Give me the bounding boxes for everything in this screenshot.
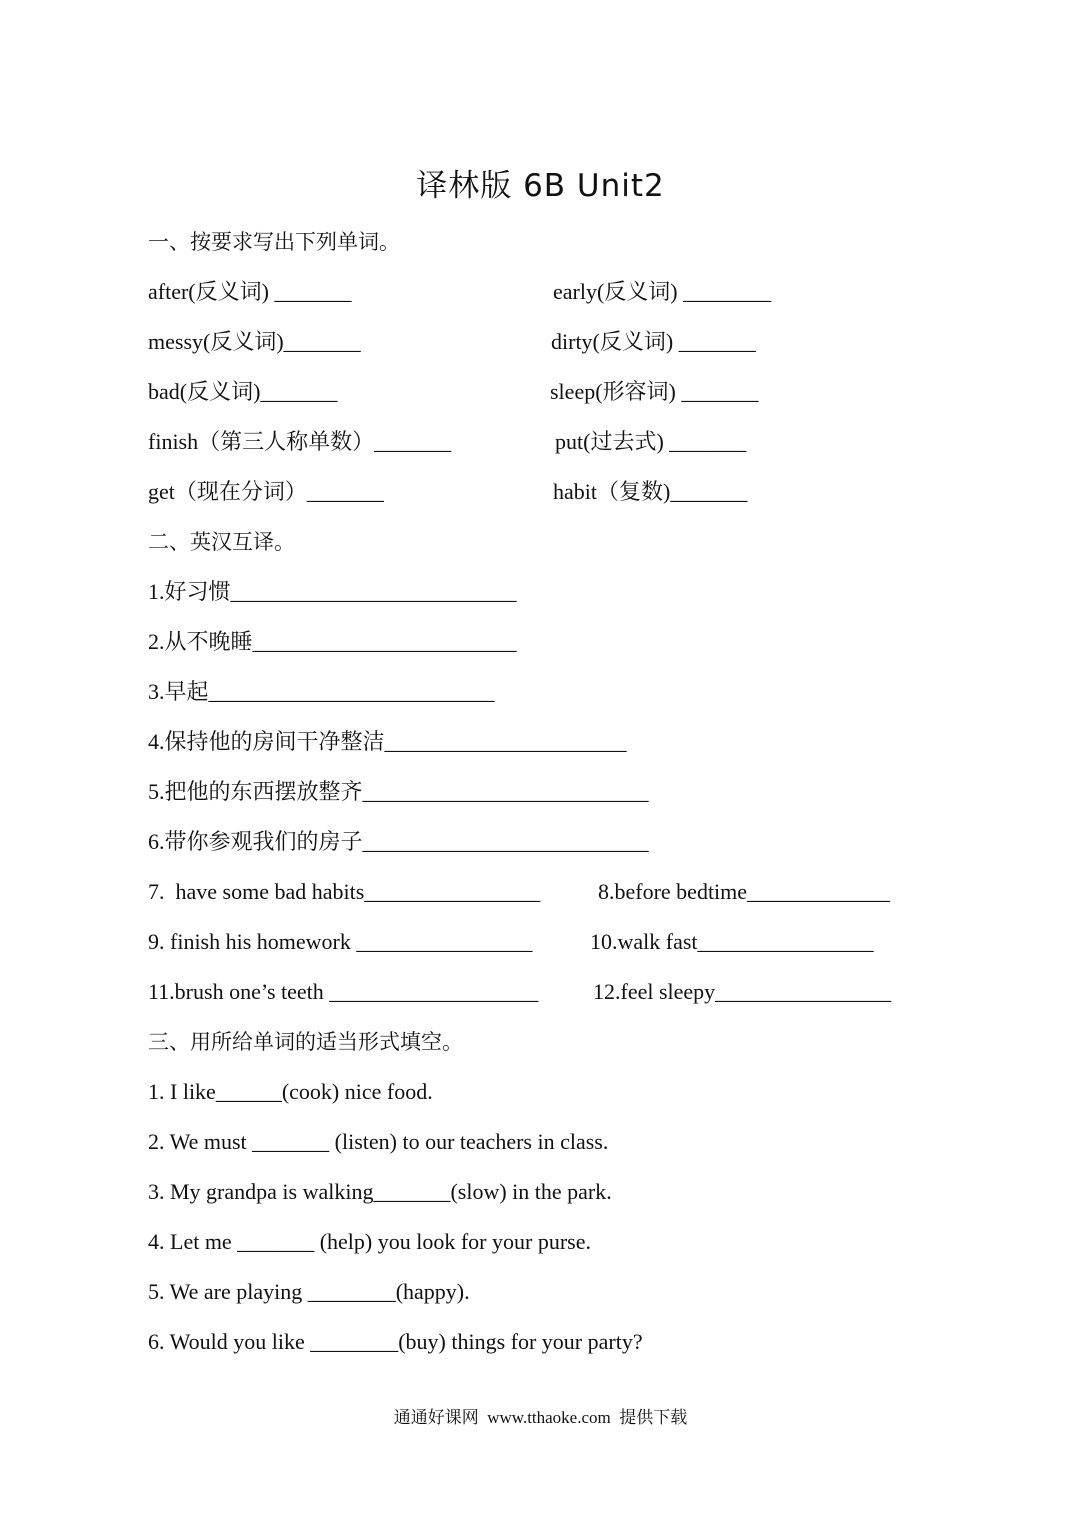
- translation-item: 11.brush one’s teeth ___________________: [148, 979, 539, 1004]
- translation-item: 9. finish his homework ________________: [148, 929, 533, 954]
- fill-blank-item: 3. My grandpa is walking_______(slow) in the park.: [148, 1179, 612, 1204]
- page-title: 译林版 6B Unit2: [416, 168, 665, 204]
- section2-heading: 二、英汉互译。: [148, 530, 295, 554]
- word-item: sleep(形容词) _______: [550, 379, 759, 404]
- word-item: after(反义词) _______: [148, 279, 352, 304]
- fill-blank-item: 5. We are playing ________(happy).: [148, 1279, 470, 1304]
- translation-item: 10.walk fast________________: [590, 929, 874, 954]
- word-item: get（现在分词）_______: [148, 479, 384, 504]
- translation-item: 1.好习惯__________________________: [148, 579, 517, 604]
- fill-blank-item: 1. I like______(cook) nice food.: [148, 1079, 433, 1104]
- translation-item: 2.从不晚睡________________________: [148, 629, 517, 654]
- translation-item: 7. have some bad habits________________: [148, 879, 541, 904]
- word-item: put(过去式) _______: [555, 429, 747, 454]
- word-item: bad(反义词)_______: [148, 379, 338, 404]
- word-item: habit（复数)_______: [553, 479, 748, 504]
- fill-blank-item: 4. Let me _______ (help) you look for your purse.: [148, 1229, 591, 1254]
- section3-heading: 三、用所给单词的适当形式填空。: [148, 1030, 463, 1054]
- word-item: dirty(反义词) _______: [551, 329, 756, 354]
- word-item: messy(反义词)_______: [148, 329, 361, 354]
- translation-item: 4.保持他的房间干净整洁______________________: [148, 729, 627, 754]
- page-footer: 通通好课网 www.tthaoke.com 提供下载: [393, 1408, 688, 1427]
- fill-blank-item: 2. We must _______ (listen) to our teachers in class.: [148, 1129, 609, 1154]
- fill-blank-item: 6. Would you like ________(buy) things for your party?: [148, 1329, 643, 1354]
- translation-item: 8.before bedtime_____________: [598, 879, 891, 904]
- translation-item: 5.把他的东西摆放整齐__________________________: [148, 779, 649, 804]
- word-item: early(反义词) ________: [553, 279, 772, 304]
- translation-item: 6.带你参观我们的房子__________________________: [148, 829, 649, 854]
- section1-heading: 一、按要求写出下列单词。: [148, 230, 400, 254]
- word-item: finish（第三人称单数）_______: [148, 429, 452, 454]
- translation-item: 12.feel sleepy________________: [593, 979, 892, 1004]
- translation-item: 3.早起__________________________: [148, 679, 495, 704]
